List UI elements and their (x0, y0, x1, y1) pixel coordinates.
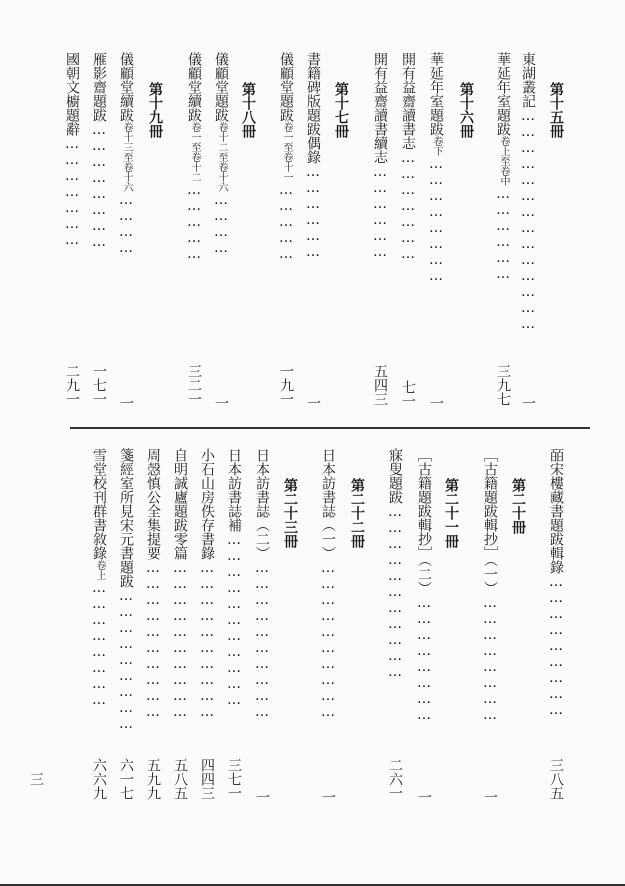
entry-title: 雪堂校刊群書敘錄 (91, 448, 107, 560)
page-ref: 四四三 (199, 758, 215, 800)
page-ref: 三九七 (495, 364, 511, 406)
toc-entry (320, 448, 336, 720)
entry-volume-range: 卷十三至卷十六 (121, 122, 132, 192)
toc-entry (226, 448, 242, 708)
entry-title: 儀顧堂續跋 (118, 52, 134, 122)
toc-entry (254, 448, 270, 720)
bottom-edge-line (0, 884, 625, 886)
dot-leader: ………………………… (145, 560, 161, 720)
page-ref: 七一 (400, 380, 416, 408)
entry-volume-range: 卷上至卷中 (498, 136, 509, 186)
toc-entry (118, 52, 134, 256)
page-ref: 五九九 (145, 758, 161, 800)
entry-title: 小石山房佚存書錄 (199, 448, 215, 560)
page-ref: 一 (520, 396, 536, 410)
dot-leader: ………………………… (320, 560, 336, 720)
page-ref: 一 (305, 396, 321, 410)
toc-entry (172, 448, 188, 720)
page-ref: 一七一 (91, 364, 107, 406)
page-ref: 六六九 (91, 758, 107, 800)
entry-title: 東湖叢記 (520, 52, 536, 108)
entry-title: 雁影齋題跋 (91, 52, 107, 122)
volume-heading: 第十六冊 (458, 82, 474, 138)
dot-leader: …………………………………… (520, 108, 536, 332)
toc-entry (278, 52, 294, 262)
entry-title: 華延年室題跋 (495, 52, 511, 136)
entry-title: ［古籍題跋輯抄］（二） (416, 448, 432, 595)
page-ref: 一 (118, 396, 134, 410)
entry-title: 箋經室所見宋元書題跋 (118, 448, 134, 588)
dot-leader: ……………… (495, 186, 511, 282)
section-divider (70, 427, 590, 429)
entry-volume-range: 卷下 (431, 136, 442, 156)
dot-leader: …………………… (428, 156, 444, 284)
toc-entry (186, 52, 202, 262)
entry-title: 自明誠廬題跋零篇 (172, 448, 188, 560)
entry-title: 國朝文櫥題辭 (64, 52, 80, 136)
page-ref: 一 (213, 396, 229, 410)
entry-volume-range: 卷十二至卷十六 (216, 122, 227, 192)
entry-title: 日本訪書誌（二） (254, 448, 270, 560)
dot-leader: ………………………… (172, 560, 188, 720)
entry-title: 皕宋樓藏書題跋輯錄 (548, 448, 564, 574)
entry-title: 日本訪書誌補 (226, 448, 242, 532)
volume-heading: 第十七冊 (333, 82, 349, 138)
volume-heading: 第二十二冊 (349, 478, 365, 548)
dot-leader: …………… (186, 182, 202, 262)
toc-entry (495, 52, 511, 282)
dot-leader: …………………… (416, 595, 432, 723)
dot-leader: ………… (213, 192, 229, 256)
toc-entry (64, 52, 80, 248)
page-ref: 一 (254, 790, 270, 804)
toc-entry (548, 448, 564, 718)
toc-entry (145, 448, 161, 720)
toc-entry (372, 52, 388, 260)
toc-entry (199, 448, 215, 720)
page-ref: 二九一 (64, 364, 80, 406)
toc-entry (118, 448, 134, 732)
entry-title: ［古籍題跋輯抄］（一） (482, 448, 498, 595)
toc-entry (482, 448, 498, 723)
toc-entry (400, 52, 416, 262)
entry-title: 儀顧堂題跋 (213, 52, 229, 122)
toc-entry (305, 52, 321, 260)
entry-title: 開有益齋讀書續志 (372, 52, 388, 164)
toc-entry (91, 52, 107, 250)
entry-title: 華延年室題跋 (428, 52, 444, 136)
dot-leader: ………………… (64, 136, 80, 248)
page-ref: 一 (416, 790, 432, 804)
volume-heading: 第二十一冊 (443, 478, 459, 548)
page-ref: 五八五 (172, 758, 188, 800)
toc-entry (387, 448, 403, 680)
entry-title: 開有益齋讀書志 (400, 52, 416, 150)
toc-entry (416, 448, 432, 723)
dot-leader: …………………………… (226, 532, 242, 708)
page-ref: 一九一 (278, 364, 294, 406)
entry-title: 書籍碑版題跋偶錄 (305, 52, 321, 164)
volume-heading: 第十九冊 (147, 82, 163, 138)
entry-title: 日本訪書誌（一） (320, 448, 336, 560)
dot-leader: …………………… (91, 580, 107, 708)
dot-leader: ……………………… (118, 588, 134, 732)
dot-leader: ……………… (305, 164, 321, 260)
page-ref: 三七一 (226, 758, 242, 800)
entry-volume-range: 卷上 (94, 560, 105, 580)
dot-leader: ………………………… (199, 560, 215, 720)
page-ref: 三八五 (548, 758, 564, 800)
dot-leader: ………… (118, 192, 134, 256)
toc-entry (91, 448, 107, 708)
dot-leader: …………………………… (387, 504, 403, 680)
dot-leader: …………… (278, 182, 294, 262)
dot-leader: ……………… (372, 164, 388, 260)
page-ref: 五四三 (372, 364, 388, 406)
entry-title: 儀顧堂題跋 (278, 52, 294, 122)
toc-entry (520, 52, 536, 332)
page-ref: 一 (320, 790, 336, 804)
dot-leader: ……………………… (548, 574, 564, 718)
page-ref: 二六一 (387, 758, 403, 800)
volume-heading: 第二十三冊 (282, 478, 298, 548)
volume-heading: 第十五冊 (548, 82, 564, 138)
entry-title: 儀顧堂續跋 (186, 52, 202, 122)
page-ref: 三二一 (186, 364, 202, 406)
volume-heading: 第十八冊 (240, 82, 256, 138)
page-number: 三 (28, 772, 44, 786)
page-ref: 一 (428, 396, 444, 410)
entry-title: 寐叟題跋 (387, 448, 403, 504)
volume-heading: 第二十冊 (510, 478, 526, 534)
dot-leader: …………………… (91, 122, 107, 250)
dot-leader: …………………… (482, 595, 498, 723)
dot-leader: ………………… (400, 150, 416, 262)
entry-volume-range: 卷一至卷十一 (281, 122, 292, 182)
toc-entry (428, 52, 444, 284)
toc-entry (213, 52, 229, 256)
page-ref: 一 (482, 790, 498, 804)
entry-volume-range: 卷一至卷十二 (189, 122, 200, 182)
entry-title: 周愨慎公全集提要 (145, 448, 161, 560)
dot-leader: ………………………… (254, 560, 270, 720)
page-ref: 六一七 (118, 758, 134, 800)
